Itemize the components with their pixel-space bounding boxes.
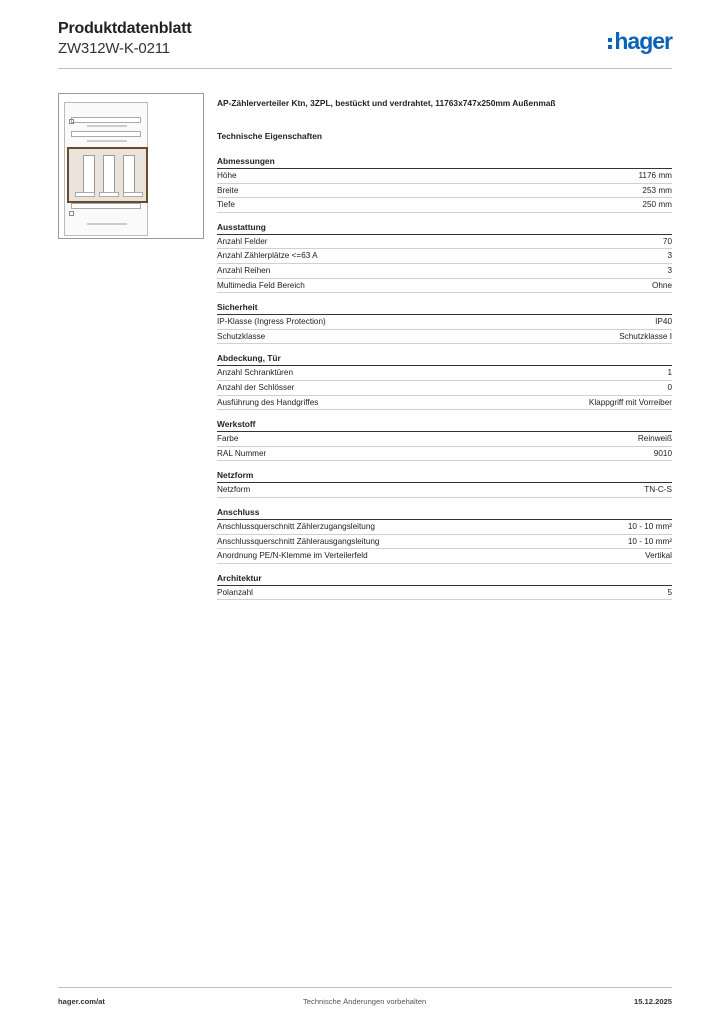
property-row — [217, 520, 672, 535]
logo-dots-icon — [608, 38, 612, 49]
property-label: Anschlussquerschnitt Zählerausgangsleitung — [217, 536, 380, 546]
property-label: Ausführung des Handgriffes — [217, 397, 319, 407]
property-row — [217, 549, 672, 564]
section-heading: Netzform — [217, 469, 672, 483]
section — [217, 469, 672, 498]
section — [217, 352, 672, 410]
property-value: 3 — [667, 251, 672, 261]
property-label: RAL Nummer — [217, 448, 267, 458]
property-row — [217, 235, 672, 250]
meter-field — [67, 147, 148, 203]
property-label: Anzahl Felder — [217, 236, 268, 246]
property-value: Ohne — [651, 280, 672, 290]
property-label: Farbe — [217, 434, 239, 444]
property-row — [217, 315, 672, 330]
property-value: 10 - 10 mm² — [627, 536, 672, 546]
section — [217, 572, 672, 601]
property-label: Breite — [217, 185, 239, 195]
property-row — [217, 198, 672, 213]
property-row — [217, 535, 672, 550]
header-divider — [58, 68, 672, 69]
property-row — [217, 279, 672, 294]
section — [217, 155, 672, 213]
property-row — [217, 366, 672, 381]
logo-wordmark: hager — [614, 28, 672, 54]
section — [217, 301, 672, 344]
property-row — [217, 483, 672, 498]
property-value: 1176 mm — [638, 171, 672, 180]
product-title: AP-Zählerverteiler Ktn, 3ZPL, bestückt und verdrahtet, 11763x747x250mm Außenmaß — [217, 98, 556, 108]
footer-website[interactable]: hager.com/at — [58, 997, 105, 1006]
property-value: 70 — [662, 236, 672, 246]
section-heading: Architektur — [217, 572, 672, 586]
property-label: Höhe — [217, 171, 237, 180]
property-row — [217, 249, 672, 264]
product-code: ZW312W-K-0211 — [58, 40, 170, 57]
property-value: TN-C-S — [644, 485, 672, 495]
property-value: 1 — [667, 368, 672, 378]
section — [217, 221, 672, 293]
property-row — [217, 169, 672, 184]
property-label: Anzahl der Schlösser — [217, 382, 295, 392]
property-label: Multimedia Feld Bereich — [217, 280, 305, 290]
property-label: Anzahl Schranktüren — [217, 368, 294, 378]
footer-note: Technische Änderungen vorbehalten — [303, 997, 427, 1006]
property-label: Anordnung PE/N-Klemme im Verteilerfeld — [217, 551, 368, 561]
property-value: Vertikal — [645, 551, 672, 561]
property-label: Anschlussquerschnitt Zählerzugangsleitung — [217, 521, 375, 531]
property-value: Klappgriff mit Vorreiber — [588, 397, 672, 407]
property-value: 10 - 10 mm² — [627, 521, 672, 531]
property-row — [217, 381, 672, 396]
section-subtitle: Technische Eigenschaften — [217, 131, 323, 141]
property-value: 253 mm — [642, 185, 672, 195]
section — [217, 418, 672, 461]
property-label: IP-Klasse (Ingress Protection) — [217, 317, 326, 327]
section — [217, 506, 672, 564]
property-label: Anzahl Zählerplätze <=63 A — [217, 251, 318, 261]
property-value: 0 — [667, 382, 672, 392]
property-label: Anzahl Reihen — [217, 265, 271, 275]
property-label: Schutzklasse — [217, 331, 266, 341]
property-value: 9010 — [653, 448, 672, 458]
property-label: Tiefe — [217, 200, 235, 210]
property-row — [217, 184, 672, 199]
property-label: Netzform — [217, 485, 251, 495]
property-label: Polanzahl — [217, 587, 253, 597]
section-heading: Abdeckung, Tür — [217, 352, 672, 366]
hager-logo — [608, 28, 672, 55]
section-heading: Abmessungen — [217, 155, 672, 169]
property-row — [217, 264, 672, 279]
property-row — [217, 586, 672, 601]
section-heading: Ausstattung — [217, 221, 672, 235]
section-heading: Anschluss — [217, 506, 672, 520]
property-value: IP40 — [655, 317, 672, 327]
property-value: 5 — [667, 587, 672, 597]
property-value: 250 mm — [642, 200, 672, 210]
property-row — [217, 432, 672, 447]
properties-table — [217, 155, 672, 608]
property-row — [217, 330, 672, 345]
section-heading: Sicherheit — [217, 301, 672, 315]
property-value: Schutzklasse I — [619, 331, 672, 341]
property-value: 3 — [667, 265, 672, 275]
property-row — [217, 396, 672, 411]
section-heading: Werkstoff — [217, 418, 672, 432]
property-value: Reinweiß — [637, 434, 672, 444]
page-title: Produktdatenblatt — [58, 20, 192, 37]
cabinet-drawing — [64, 102, 148, 236]
property-row — [217, 447, 672, 462]
footer-date: 15.12.2025 — [633, 997, 672, 1006]
footer-divider — [58, 987, 672, 988]
